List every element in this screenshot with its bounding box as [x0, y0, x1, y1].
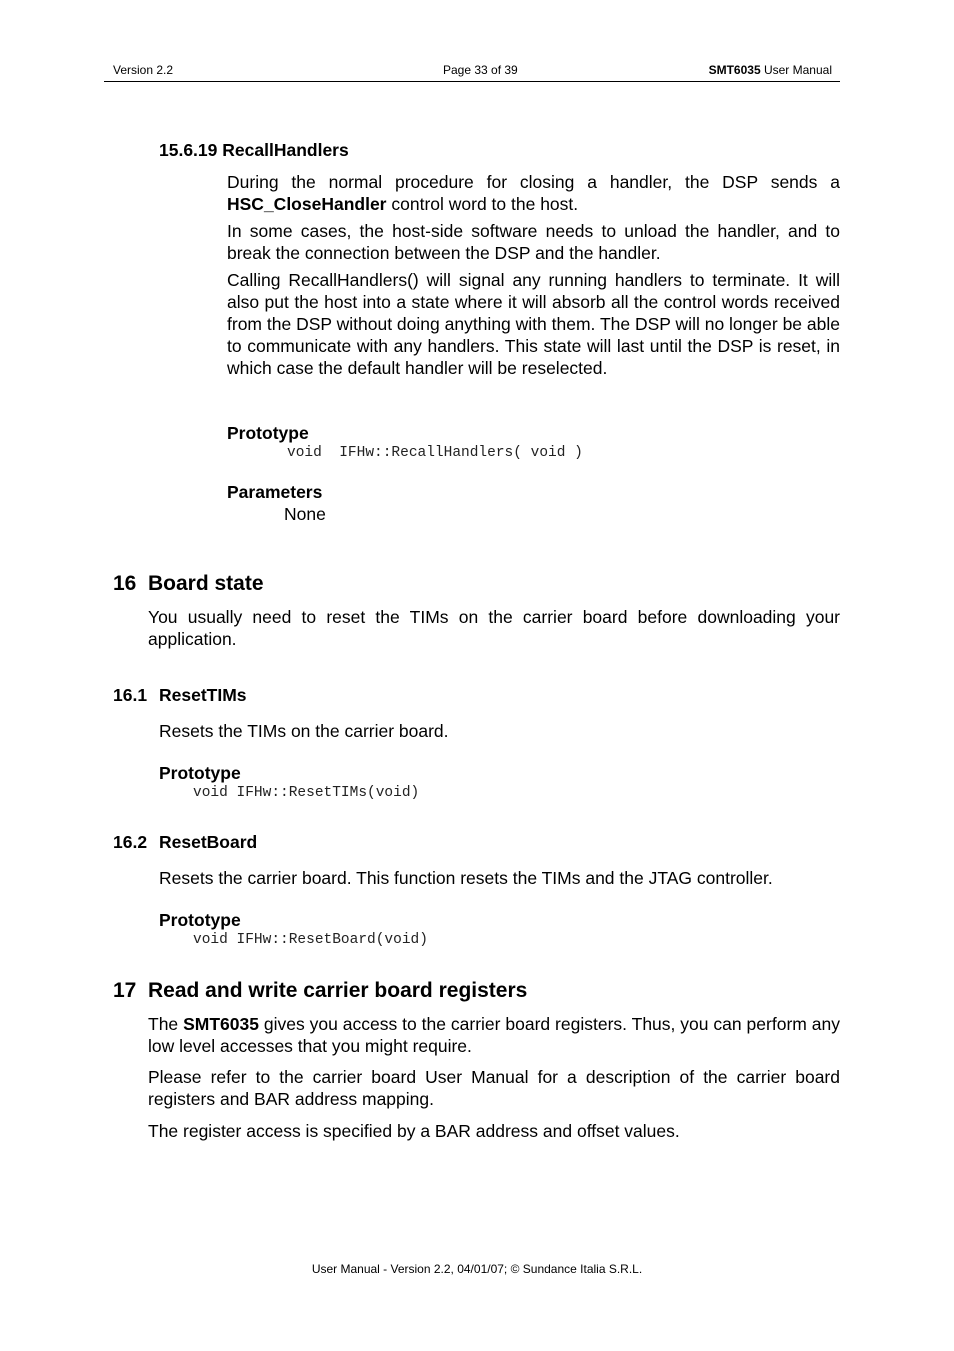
section-title: Board state: [148, 572, 264, 595]
paragraph: Calling RecallHandlers() will signal any running handlers to terminate. It will also put the host into a state where it will absorb all the control words received from the DSP without doing anything with them. The DSP will no longer be able to communicate with any handlers. This state will last until the DSP is reset, in which case the default handler will be reselected.: [227, 270, 840, 378]
section-title: Read and write carrier board registers: [148, 979, 528, 1002]
header-product: [709, 62, 832, 78]
section-title: RecallHandlers: [222, 140, 349, 160]
prototype-label: Prototype: [227, 423, 309, 443]
prototype-code: void IFHw::RecallHandlers( void ): [287, 445, 583, 461]
section-number: 16: [113, 572, 137, 595]
section-number: 16.2: [113, 832, 148, 852]
section-number: 17: [113, 979, 137, 1002]
bold-term: SMT6035: [183, 1014, 259, 1034]
section-17-heading: [113, 978, 527, 1004]
header-version: Version 2.2: [113, 63, 174, 77]
parameters-value: None: [284, 504, 326, 524]
prototype-code: void IFHw::ResetBoard(void): [193, 932, 428, 948]
section-title: ResetBoard: [159, 832, 258, 852]
prototype-label: Prototype: [159, 763, 241, 783]
section-16-1-body: Resets the TIMs on the carrier board.: [159, 721, 449, 741]
section-16-2-body: Resets the carrier board. This function resets the TIMs and the JTAG controller.: [159, 868, 773, 888]
paragraph: [227, 171, 840, 215]
section-16-2-heading: [113, 831, 257, 853]
paragraph: Please refer to the carrier board User Manual for a description of the carrier board registers and BAR address mapping.: [148, 1067, 840, 1109]
text: control word to the host.: [391, 194, 579, 214]
paragraph: In some cases, the host-side software needs to unload the handler, and to break the connection between the DSP and the handler.: [227, 221, 840, 263]
paragraph: [148, 1013, 840, 1057]
footer: User Manual - Version 2.2, 04/01/07; © Sundance Italia S.R.L.: [311, 1262, 643, 1276]
paragraph: The register access is specified by a BAR address and offset values.: [148, 1121, 680, 1141]
section-16-heading: [113, 571, 264, 597]
section-title: ResetTIMs: [159, 685, 247, 705]
text: The: [148, 1014, 179, 1034]
prototype-label: Prototype: [159, 910, 241, 930]
section-15-6-19-heading: [159, 139, 349, 161]
header-divider: [104, 81, 840, 82]
section-16-body: [148, 606, 840, 650]
section-16-1-heading: [113, 684, 247, 706]
section-15-6-19-body: [227, 171, 840, 379]
bold-term: HSC_CloseHandler: [227, 194, 387, 214]
header-manual-label: User Manual: [763, 63, 832, 77]
text: gives you access to the carrier board registers. Thus, you can perform any low level accesses that you might require.: [148, 1014, 840, 1056]
prototype-code: void IFHw::ResetTIMs(void): [193, 785, 420, 801]
header-page-number: Page 33 of 39: [443, 63, 518, 77]
parameters-label: Parameters: [227, 482, 323, 502]
header-product-name: SMT6035: [708, 63, 761, 77]
text: During the normal procedure for closing a handler, the DSP sends a: [227, 172, 840, 192]
section-number: 15.6.19: [159, 140, 218, 160]
section-number: 16.1: [113, 685, 148, 705]
section-17-body: [148, 1013, 840, 1142]
paragraph: You usually need to reset the TIMs on the carrier board before downloading your application.: [148, 607, 840, 649]
